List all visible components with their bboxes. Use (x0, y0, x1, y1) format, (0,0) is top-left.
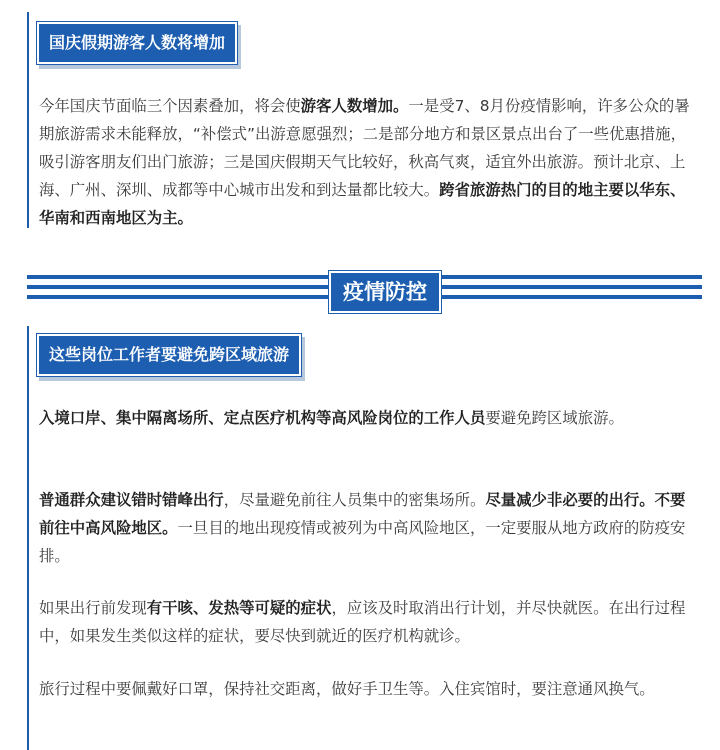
section-paragraph (39, 92, 694, 232)
bold-text: 有干咳、发热等可疑的症状 (146, 599, 332, 617)
section-left-bar (27, 12, 29, 228)
paragraph-masks (39, 675, 694, 703)
divider-title: 疫情防控 (329, 271, 441, 313)
paragraph-symptoms (39, 594, 694, 650)
body-text: 旅行过程中要佩戴好口罩，保持社交距离，做好手卫生等。入住宾馆时，要注意通风换气。 (39, 680, 655, 698)
section-divider (27, 275, 702, 305)
body-text: ，应该及时取消出行计划，并尽快就医。在出行过程中，如果发生类似这样的症状，要尽快到就近的医疗机构就诊。 (39, 599, 686, 645)
section-epidemic-control (27, 326, 697, 750)
body-text: 一是受7、8月份疫情影响，许多公众的暑期旅游需求未能释放，“补偿式”出游意愿强烈；二是部分地方和景区景点出台了一些优惠措施，吸引游客朋友们出门旅游；三是国庆假期天气比较好，秋高气爽，适宜外出旅游。预计北京、上海、广州、深圳、成都等中心城市出发和到达量都比较大。 (39, 97, 690, 199)
section-left-bar (27, 326, 29, 750)
body-text: 要避免跨区域旅游。 (485, 409, 624, 427)
paragraph-high-risk-workers (39, 404, 694, 432)
bold-text: 游客人数增加。 (300, 97, 409, 115)
bold-text: 普通群众建议错时错峰出行 (39, 491, 224, 509)
body-text: 今年国庆节面临三个因素叠加，将会使 (39, 97, 301, 115)
body-text: ，尽量避免前往人员集中的密集场所。 (223, 491, 486, 509)
body-text: 如果出行前发现 (39, 599, 147, 617)
bold-text: 跨省旅游热门的目的地主要以华东、华南和西南地区为主。 (39, 181, 686, 227)
paragraph-staggered-travel (39, 486, 694, 570)
bold-text: 尽量减少非必要的出行。不要前往中高风险地区。 (39, 491, 686, 537)
section-title-tag: 国庆假期游客人数将增加 (37, 22, 237, 64)
section-tourist-increase (27, 12, 697, 228)
body-text: 一旦目的地出现疫情或被列为中高风险地区，一定要服从地方政府的防疫安排。 (39, 519, 686, 565)
bold-text: 入境口岸、集中隔离场所、定点医疗机构等高风险岗位的工作人员 (39, 409, 486, 427)
section-title-tag: 这些岗位工作者要避免跨区域旅游 (37, 334, 301, 376)
